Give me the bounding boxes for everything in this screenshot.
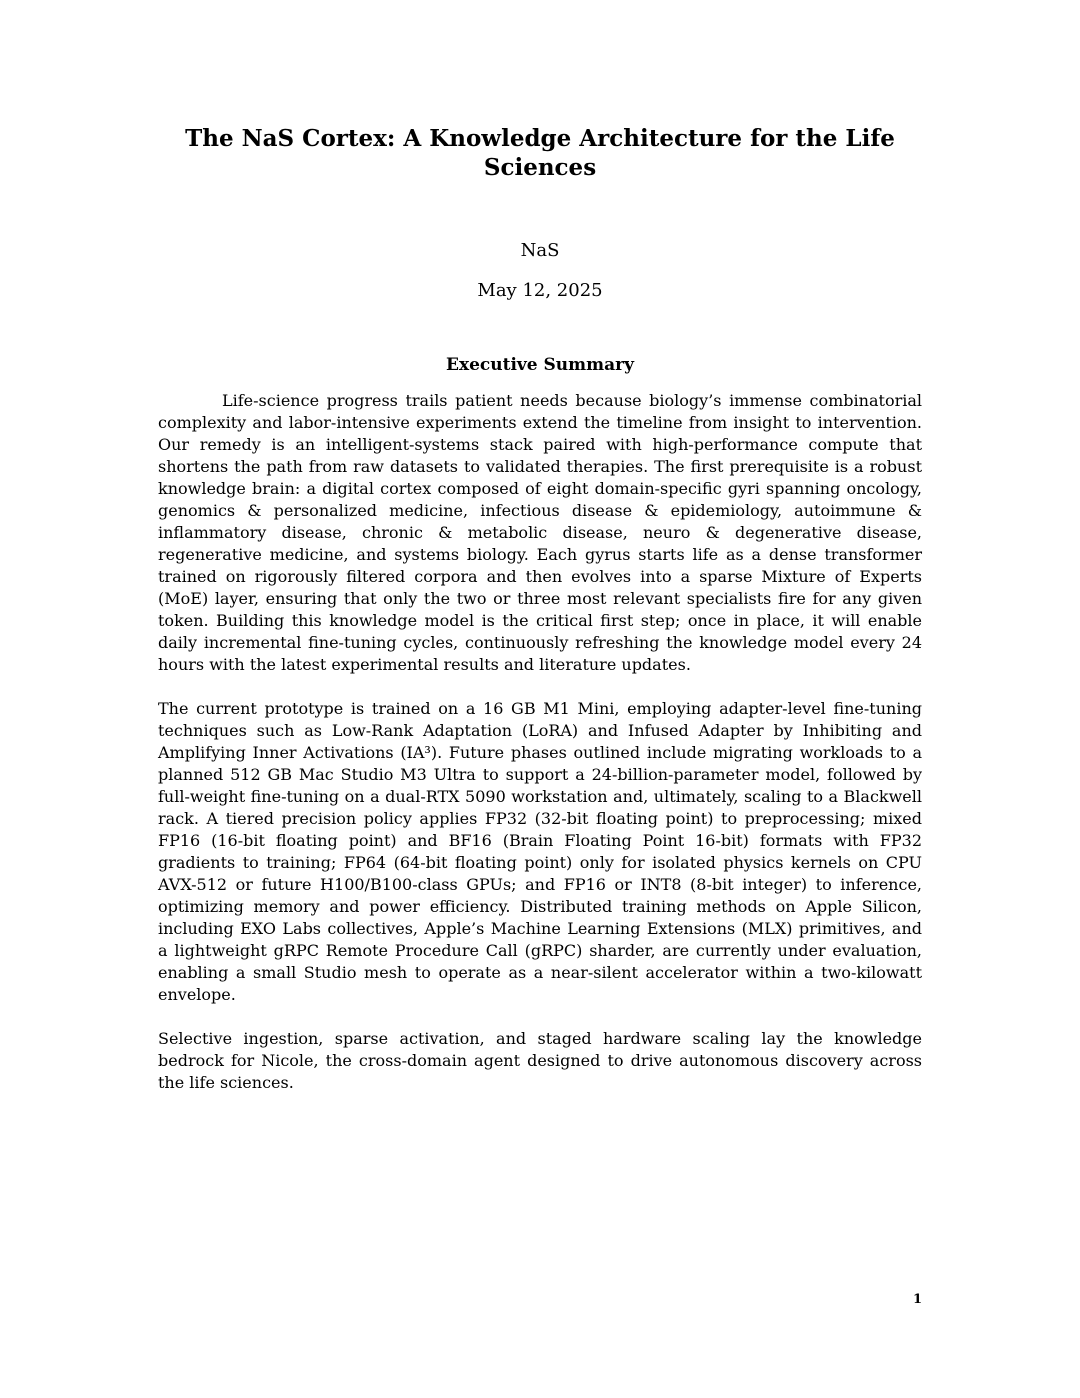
paragraph-3: Selective ingestion, sparse activation, and staged hardware scaling lay the knowledge bedrock for Nicole, the cross-domain agent designed to drive autonomous discovery across the life sciences. bbox=[158, 1029, 922, 1092]
paper-date: May 12, 2025 bbox=[477, 280, 603, 301]
paper-title: The NaS Cortex: A Knowledge Architecture for the Life Sciences bbox=[185, 125, 895, 181]
paper-author: NaS bbox=[520, 240, 560, 261]
page-number: 1 bbox=[912, 1292, 922, 1307]
paragraph-2: The current prototype is trained on a 16 GB M1 Mini, employing adapter-level fine-tuning techniques such as Low-Rank Adaptation (LoRA) and Infused Adapter by Inhibiting and Amplifying Inner Activations (IA³). Future phases outlined include migrating workloads to a planned 512 GB Mac Studio M3 Ultra to support a 24-billion-parameter model, followed by full-weight fine-tuning on a dual-RTX 5090 workstation and, ultimately, scaling to a Blackwell rack. A tiered precision policy applies FP32 (32-bit floating point) to preprocessing; mixed FP16 (16-bit floating point) and BF16 (Brain Floating Point 16-bit) formats with FP32 gradients to training; FP64 (64-bit floating point) only for isolated physics kernels on CPU AVX-512 or future H100/B100-class GPUs; and FP16 or INT8 (8-bit integer) to inference, optimizing memory and power efficiency. Distributed training methods on Apple Silicon, including EXO Labs collectives, Apple’s Machine Learning Extensions (MLX) primitives, and a lightweight gRPC Remote Procedure Call (gRPC) sharder, are currently under evaluation, enabling a small Studio mesh to operate as a near-silent accelerator within a two-kilowatt envelope. bbox=[158, 699, 922, 1004]
paragraph-1: Life-science progress trails patient needs because biology’s immense combinatorial complexity and labor-intensive experiments extend the timeline from insight to intervention. Our remedy is an intelligent-systems stack paired with high-performance compute that shortens the path from raw datasets to validated therapies. The first prerequisite is a robust knowledge brain: a digital cortex composed of eight domain-specific gyri spanning oncology, genomics & personalized medicine, infectious disease & epidemiology, autoimmune & inflammatory disease, chronic & metabolic disease, neuro & degenerative disease, regenerative medicine, and systems biology. Each gyrus starts life as a dense transformer trained on rigorously filtered corpora and then evolves into a sparse Mixture of Experts (MoE) layer, ensuring that only the two or three most relevant specialists fire for any given token. Building this knowledge model is the critical first step; once in place, it will enable daily incremental fine-tuning cycles, continuously refreshing the knowledge model every 24 hours with the latest experimental results and literature updates. bbox=[158, 391, 922, 674]
executive-summary-body bbox=[158, 390, 922, 1116]
section-heading-executive-summary: Executive Summary bbox=[445, 355, 634, 375]
